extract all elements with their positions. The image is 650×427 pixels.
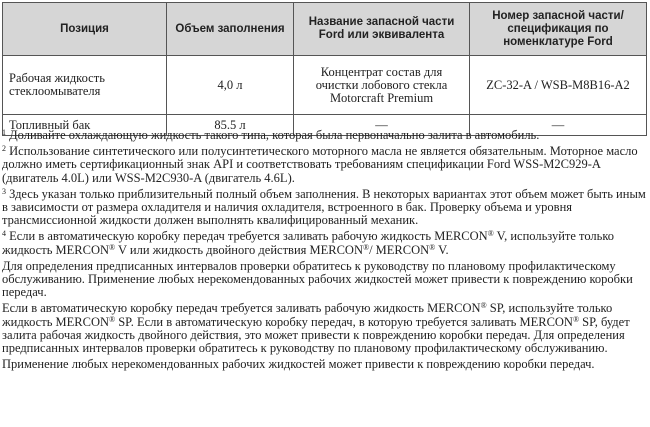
header-position: Позиция bbox=[3, 3, 167, 56]
note-text: SP, будет залита рабочая жидкость двойного действия, это может привести к повреждению коробки передач. Для определения предписанных интервалов проверки обратитесь к руководству по плановому профилактическому обслуживанию. bbox=[2, 314, 630, 356]
footnote-mark: 2 bbox=[2, 144, 6, 154]
cell-part-name: — bbox=[294, 115, 470, 136]
header-volume: Объем заполнения bbox=[167, 3, 294, 56]
footnote-text: Если в автоматическую коробку передач требуется заливать рабочую жидкость MERCON bbox=[9, 229, 488, 244]
cell-part-number: — bbox=[470, 115, 647, 136]
footnote-text: Здесь указан только приблизительный полный объем заполнения. В некоторых вариантах этот объем может быть иным в зависимости от размера охладителя и наличия охладителя, встроенного в бак. Проверку объема и уровня трансмиссионной жидкости должен выполнять квалифицированный механик. bbox=[2, 186, 646, 228]
footnote-2 bbox=[2, 145, 646, 185]
footnote-1 bbox=[2, 129, 646, 142]
header-part-name: Название запасной части Ford или эквивалента bbox=[294, 3, 470, 56]
footnotes bbox=[2, 129, 646, 374]
footnote-text: Использование синтетического или полусинтетического моторного масла не является обязательным. Моторное масло должно иметь сертификационный знак API и соответствовать требованиям спецификации Ford WSS-M2C929-A (двигатель 4.0L) или WSS-M2C930-A (двигатель 4.6L). bbox=[2, 144, 638, 185]
note-text: SP, используйте только жидкость MERCON bbox=[2, 301, 613, 329]
footnote-3 bbox=[2, 188, 646, 228]
footnote-text: / MERCON bbox=[369, 242, 430, 257]
table-header-row bbox=[3, 3, 647, 56]
footnote-mark: 3 bbox=[2, 186, 6, 196]
note-paragraph: Для определения предписанных интервалов проверки обратитесь к руководству по плановому профилактическому обслуживанию. Применение любых нерекомендованных рабочих жидкостей может привести к повреждению коробки передач. bbox=[2, 258, 633, 300]
capacities-table bbox=[2, 2, 647, 136]
registered-mark: ® bbox=[362, 242, 370, 252]
footnote-mark: 1 bbox=[2, 128, 6, 137]
registered-mark: ® bbox=[487, 229, 494, 239]
cell-volume: 4,0 л bbox=[167, 56, 294, 115]
registered-mark: ® bbox=[429, 242, 436, 252]
registered-mark: ® bbox=[480, 301, 487, 311]
registered-mark: ® bbox=[109, 314, 116, 324]
note-paragraph: Применение любых нерекомендованных рабочих жидкостей может привести к повреждению коробки передач. bbox=[2, 357, 595, 372]
footnote-text: Доливайте охлаждающую жидкость такого типа, которая была первоначально залита в автомобиль. bbox=[9, 128, 540, 142]
cell-part-number: ZC-32-A / WSB-M8B16-A2 bbox=[470, 56, 647, 115]
footnote-text: V, используйте только жидкость MERCON bbox=[2, 229, 615, 257]
footnote-text: V. bbox=[435, 242, 449, 257]
footnote-4 bbox=[2, 230, 646, 256]
cell-volume: 85.5 л bbox=[167, 115, 294, 136]
note-text: SP. Если в автоматическую коробку передач, в которую требуется заливать MERCON bbox=[115, 314, 573, 329]
registered-mark: ® bbox=[109, 242, 116, 252]
table-row bbox=[3, 56, 647, 115]
footnote-mark: 4 bbox=[2, 229, 6, 239]
cell-part-name: Концентрат состав для очистки лобового стекла Motorcraft Premium bbox=[294, 56, 470, 115]
note-paragraph bbox=[2, 302, 646, 355]
cell-position: Рабочая жидкость стеклоомывателя bbox=[3, 56, 167, 115]
note-text: Если в автоматическую коробку передач требуется заливать рабочую жидкость MERCON bbox=[2, 301, 481, 316]
header-part-number: Номер запасной части/спецификация по номенклатуре Ford bbox=[470, 3, 647, 56]
cell-position: Топливный бак bbox=[3, 115, 167, 136]
registered-mark: ® bbox=[572, 314, 580, 324]
footnote-text: V или жидкость двойного действия MERCON bbox=[115, 242, 363, 257]
